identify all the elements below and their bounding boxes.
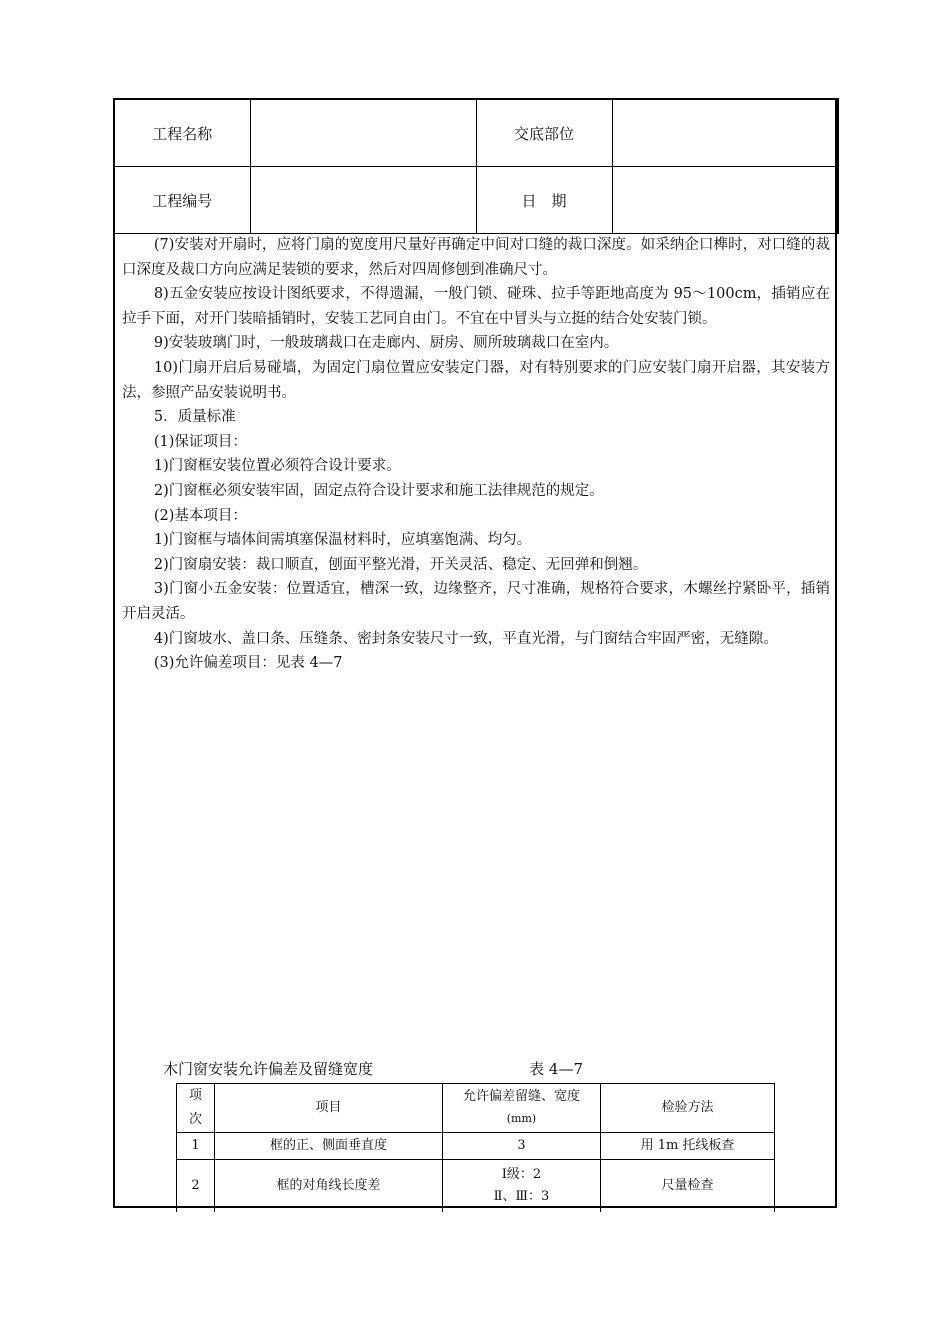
table-caption [163,1058,583,1079]
project-no-label: 工程编号 [114,167,250,234]
cell-tolerance: 3 [443,1133,601,1160]
project-name-value [250,99,476,167]
paragraph: 2)门窗扇安装：裁口顺直，刨面平整光滑，开关灵活、稳定、无回弹和倒翘。 [153,556,648,573]
project-no-value [250,167,476,234]
paragraph: (7)安装对开扇时，应将门扇的宽度用尺量好再确定中间对口缝的裁口深度。如采纳企口榫时，对口缝的裁口深度及裁口方向应满足装锁的要求，然后对四周修刨到准确尺寸。 [122,237,830,278]
tolerance-table [176,1083,775,1212]
header-row-1 [114,99,838,167]
table-caption-title: 木门窗安装允许偏差及留缝宽度 [163,1060,374,1078]
cell-no: 1 [177,1133,215,1160]
date-label: 日 期 [476,167,612,234]
body-text [122,233,830,676]
paragraph: 3)门窗小五金安装：位置适宜，槽深一致，边缘整齐，尺寸准确，规格符合要求，木螺丝拧紧卧平，插销开启灵活。 [122,581,830,622]
paragraph: 1)门窗框与墙体间需填塞保温材料时，应填塞饱满、均匀。 [153,532,532,549]
table-row [177,1160,775,1213]
paragraph: 4)门窗坡水、盖口条、压缝条、密封条安装尺寸一致，平直光滑，与门窗结合牢固严密，无缝隙。 [153,630,778,647]
paragraph: 8)五金安装应按设计图纸要求，不得遗漏，一般门锁、碰珠、拉手等距地高度为 95～100cm，插销应在拉手下面，对开门装暗插销时，安装工艺同自由门。不宜在中冒头与立挺的结合处安装门锁。 [122,286,830,327]
paragraph: 2)门窗框必须安装牢固，固定点符合设计要求和施工法律规范的规定。 [153,482,604,499]
cell-item: 框的正、侧面垂直度 [215,1133,443,1160]
paragraph: (1)保证项目： [153,433,247,450]
paragraph: (2)基本项目： [153,507,247,524]
col-header-tolerance: 允许偏差留缝、宽度 (mm) [443,1084,601,1133]
disclosure-part-label: 交底部位 [476,99,612,167]
header-table [113,98,839,234]
paragraph: (3)允许偏差项目：见表 4—7 [153,655,343,672]
col-header-method: 检验方法 [601,1084,775,1133]
table-header-row [177,1084,775,1133]
table-number: 表 4—7 [529,1060,583,1078]
disclosure-part-value [612,99,838,167]
col-header-no: 项次 [177,1084,215,1133]
paragraph: 9)安装玻璃门时，一般玻璃裁口在走廊内、厨房、厕所玻璃裁口在室内。 [153,335,619,352]
date-value [612,167,838,234]
cell-method: 尺量检查 [601,1160,775,1213]
table-row [177,1133,775,1160]
paragraph: 10)门扇开启后易碰墙，为固定门扇位置应安装定门器，对有特别要求的门应安装门扇开启器，其安装方法，参照产品安装说明书。 [122,359,830,401]
paragraph: 1)门窗框安装位置必须符合设计要求。 [153,458,401,475]
project-name-label: 工程名称 [114,99,250,167]
section-heading: 5．质量标准 [153,409,236,426]
cell-method: 用 1m 托线板查 [601,1133,775,1160]
cell-tolerance: Ⅰ级：2 Ⅱ、Ⅲ：3 [443,1160,601,1213]
cell-item: 框的对角线长度差 [215,1160,443,1213]
cell-no: 2 [177,1160,215,1213]
col-header-item: 项目 [215,1084,443,1133]
header-row-2 [114,167,838,234]
